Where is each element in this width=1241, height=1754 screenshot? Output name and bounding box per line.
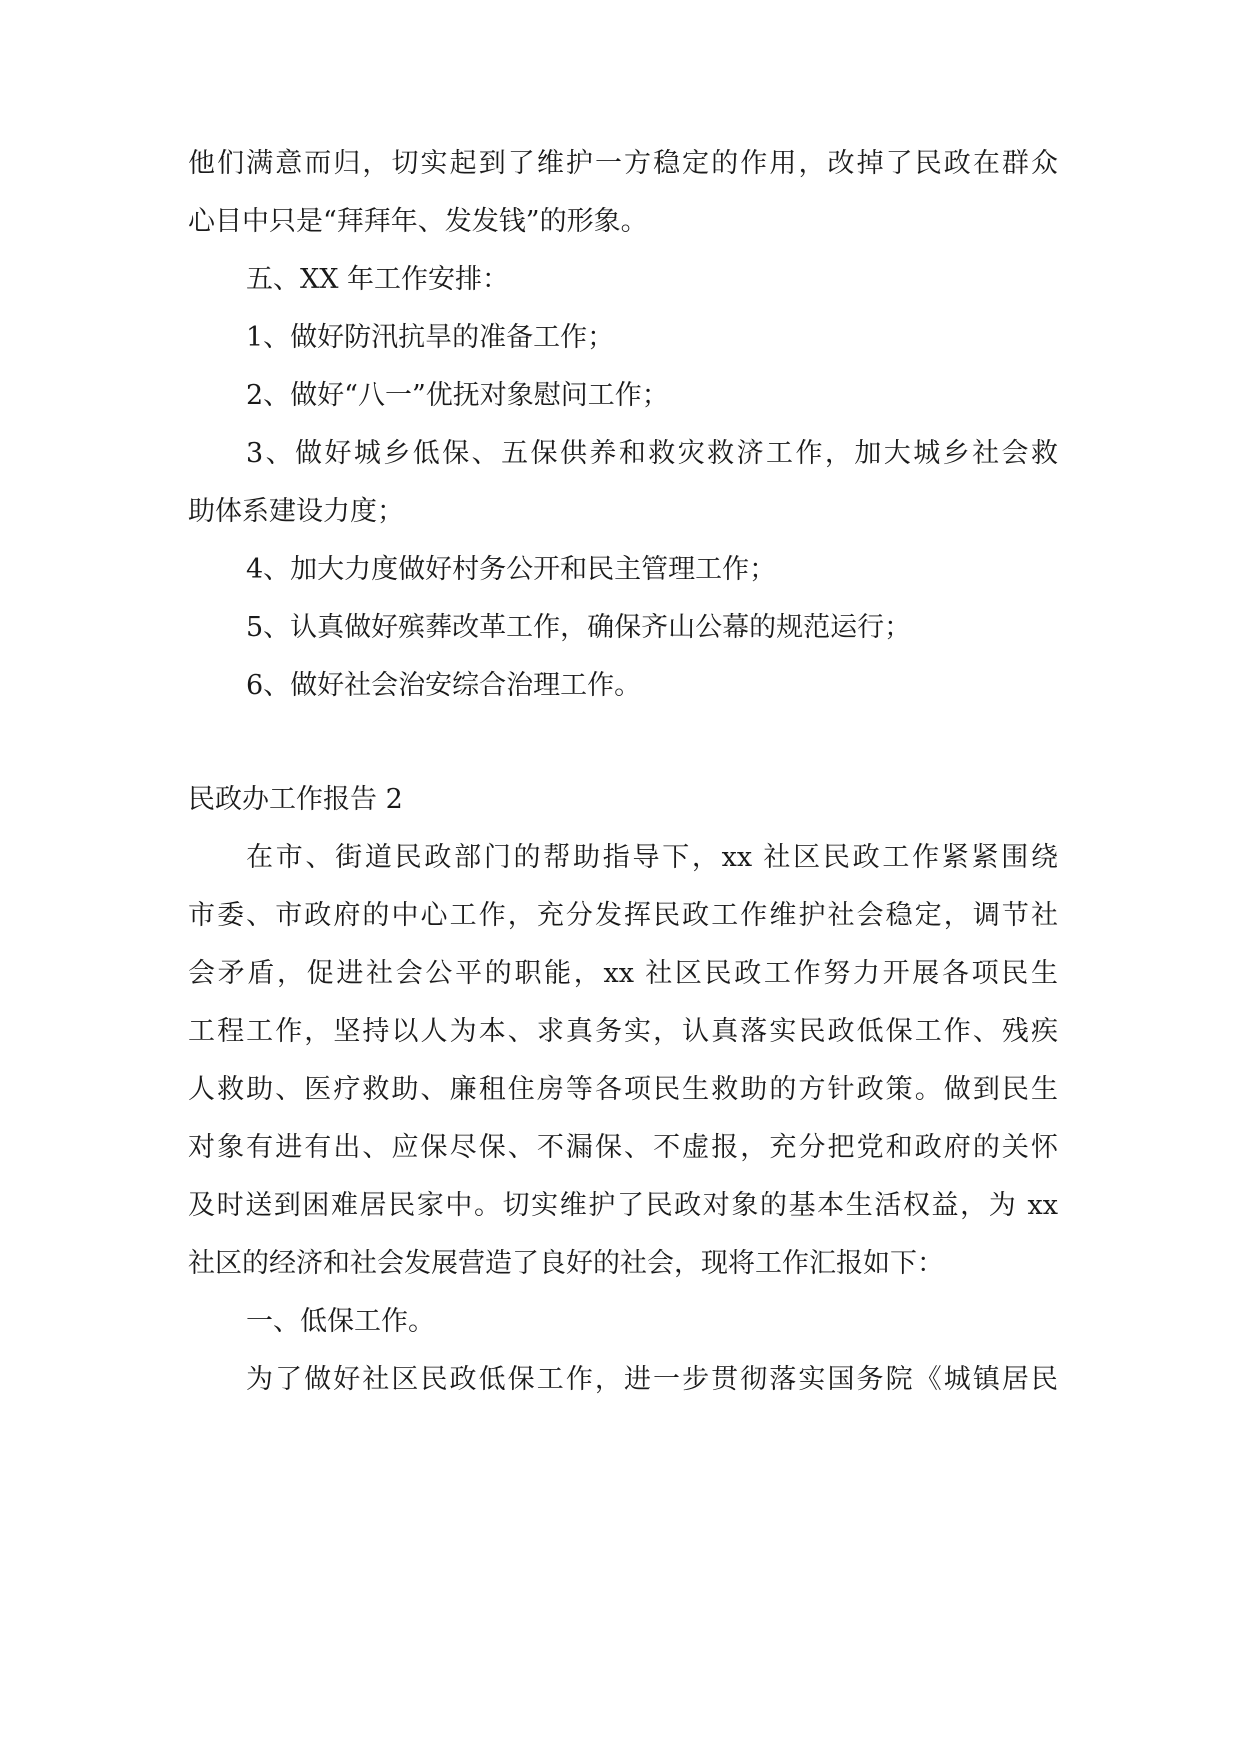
paragraph-line: 人救助、医疗救助、廉租住房等各项民生救助的方针政策。做到民生 (188, 1074, 1058, 1105)
list-item: 3、做好城乡低保、五保供养和救灾救济工作，加大城乡社会救 (246, 438, 1058, 469)
list-item: 1、做好防汛抗旱的准备工作； (246, 322, 615, 353)
list-item: 2、做好“八一”优抚对象慰问工作； (246, 380, 669, 411)
section-heading: 五、XX 年工作安排： (246, 264, 510, 295)
paragraph-line: 及时送到困难居民家中。切实维护了民政对象的基本生活权益，为 xx (188, 1190, 1058, 1221)
paragraph-line: 工程工作，坚持以人为本、求真务实，认真落实民政低保工作、残疾 (188, 1016, 1058, 1047)
paragraph-line: 为了做好社区民政低保工作，进一步贯彻落实国务院《城镇居民 (246, 1364, 1058, 1395)
paragraph-line: 心目中只是“拜拜年、发发钱”的形象。 (188, 206, 648, 237)
paragraph-line: 对象有进有出、应保尽保、不漏保、不虚报，充分把党和政府的关怀 (188, 1132, 1058, 1163)
paragraph-line: 社区的经济和社会发展营造了良好的社会，现将工作汇报如下： (188, 1248, 944, 1279)
list-item-continuation: 助体系建设力度； (188, 496, 404, 527)
section-heading: 一、低保工作。 (246, 1306, 435, 1337)
paragraph-line: 在市、街道民政部门的帮助指导下，xx 社区民政工作紧紧围绕 (246, 842, 1058, 873)
list-item: 6、做好社会治安综合治理工作。 (246, 670, 642, 701)
paragraph-line: 他们满意而归，切实起到了维护一方稳定的作用，改掉了民政在群众 (188, 148, 1058, 179)
report-title: 民政办工作报告 2 (188, 784, 403, 815)
paragraph-line: 会矛盾，促进社会公平的职能，xx 社区民政工作努力开展各项民生 (188, 958, 1058, 989)
list-item: 4、加大力度做好村务公开和民主管理工作； (246, 554, 777, 585)
paragraph-line: 市委、市政府的中心工作，充分发挥民政工作维护社会稳定，调节社 (188, 900, 1058, 931)
list-item: 5、认真做好殡葬改革工作，确保齐山公幕的规范运行； (246, 612, 912, 643)
